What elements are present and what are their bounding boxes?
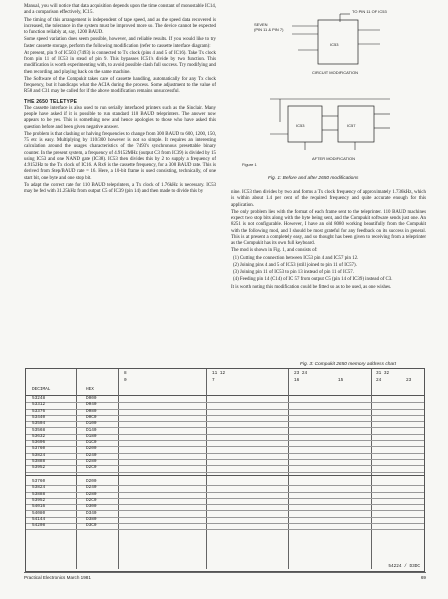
fig-top-label: SEVEN [254, 22, 268, 27]
decimal-cell: 54208 [32, 523, 46, 529]
decimal-cell: 53952 [32, 497, 46, 503]
paragraph: The timing of this arrangement is independent of tape speed, and as the speed data recovered is increased, the tolerance in the system must be improved more so. The device cannot be expected to function reliably at, say, 1200 BAUD. [24, 17, 216, 35]
header-sub-1: 0 [124, 378, 127, 383]
decimal-cell: 53888 [32, 459, 46, 464]
list-item: (2) Joining pins 4 and 5 of IC53 (still joined to pin 11 of IC57). [233, 262, 357, 268]
table-footer: 54224 / D3DC [388, 564, 420, 569]
decimal-cell: 53376 [32, 408, 46, 414]
hex-cell: D2C0 [86, 497, 97, 503]
decimal-cell: 53504 [32, 421, 46, 427]
fig-caption-bottom: AFTER MODIFICATION [312, 156, 356, 161]
decimal-cell: 53760 [32, 479, 46, 484]
decimal-cell: 53248 [32, 396, 46, 401]
paragraph: nine. IC53 then divides by two and forms a Tx clock frequency of approximately 1.736kHz, which is within about 1.4 per cent of the required frequency and quite accurate enough for this application. [231, 190, 426, 208]
right-column [231, 190, 426, 292]
fig-top-sublabel: (PIN 11 & PIN 7) [254, 27, 284, 32]
hex-cell: D040 [86, 402, 97, 408]
hex-cell: D340 [86, 510, 97, 516]
paragraph: The Software of the Compukit takes care of cassette handling, automatically for any Tx clock frequency, but it handicaps what the ACIA during the process. Some adjustment to the value of R58 and C31 may be called for if the above modification remains unsuccessful. [24, 76, 216, 95]
hex-cell: D240 [86, 485, 97, 491]
header-col-2: 11 12 [212, 371, 226, 376]
paragraph: Some speed variation does seem possible, however, and reliable results. If you would like to try faster cassette storage, perform the following modification (refer to cassette interface diagram): [24, 37, 216, 49]
fig-top-right-label: TO PIN 11 OF IC53 [352, 9, 387, 14]
left-paragraphs-2 [24, 106, 216, 196]
list-item: (1) Cutting the connection between IC53 pin 4 and IC57 pin 12. [233, 255, 359, 261]
decimal-cell: 53568 [32, 427, 46, 433]
decimal-cell: 53312 [32, 402, 46, 408]
table-row [26, 523, 424, 530]
table-caption: Fig. 3: Compukit 2650 memory address chart [300, 362, 396, 367]
hex-cell: D200 [86, 479, 97, 484]
table-header [26, 369, 424, 396]
header-col-1: 8 [124, 371, 127, 376]
header-col-3: 23 24 [294, 371, 308, 376]
decimal-cell: 53888 [32, 491, 46, 497]
paragraph: To adapt the correct rate for 110 BAUD teleprinters, a Tx clock of 1.76kHz is necessary. IC53 may be fed with 31.25kHz from output C5 of IC39 (pin 14) and then made to divide this by [24, 182, 216, 194]
left-column [24, 4, 216, 196]
left-paragraphs [24, 4, 216, 96]
paragraph: The problem is that clashing or halving frequencies to change from 300 BAUD to 600, 1200, 150, 75 etc is easy. Multiplying by 110/300 however is not so simple. It requires an interesting calculation around the usages characteristics of the 7493's synchronous presettable binary counter. In the present system, a frequency of 4.9152MHz (output C3 from IC39) is divided by 15 using IC53 and one NAND gate (IC38). IC53 then divides this by 2 to supply a frequency of 4.9152Hz to the Tx clock of IC16. A Rx6 is the cassette frequency, for a 300 BAUD rate. This is derived from Step/BAUD rate = 16. Here, a 10-bit frame is used consisting, technically, of one start bit, one byte and one stop bit. [24, 131, 216, 181]
paragraph: The only problem lies with the format of each frame sent to the teleprinter. 110 BAUD machines expect two stop bits along with the byte being sent, and the Compukit software sends just one. An 8251 is not configurable. However, I have an old 8080 working beautifully from the Compukit with the following mod, and I should be most grateful for any feedback on its success in general. This is at present a completely easy, and so thought has been given to receiving from a teleprinter as the Compukit has its own full keyboard. [231, 209, 426, 246]
hex-cell: D1C0 [86, 440, 97, 446]
right-after-text: It is worth noting this modification could be fitted so as to be used, as one wishes. [231, 284, 392, 290]
memory-table [25, 368, 425, 572]
page-footer [24, 572, 426, 580]
hex-cell: D380 [86, 516, 97, 522]
hex-cell: D000 [86, 396, 97, 401]
list-item: (3) Joining pin 11 of IC53 to pin 13 instead of pin 11 of IC57. [233, 270, 354, 275]
circuit-diagram [240, 4, 420, 174]
right-paragraphs [231, 190, 426, 255]
fig-ic-bottom-right: IC57 [347, 123, 356, 128]
hex-cell: D140 [86, 427, 97, 433]
paragraph: Manual, you will notice that data acquisition depends upon the time constant of monostable IC14, and a comparison effectively, IC15. [24, 4, 216, 16]
header-sub-3: 16 [294, 378, 300, 383]
header-hex: HEX [86, 387, 94, 392]
decimal-cell: 54016 [32, 504, 46, 510]
hex-cell: D0C0 [86, 414, 97, 420]
decimal-cell: 53632 [32, 433, 46, 439]
hex-cell: D080 [86, 408, 97, 414]
page-number: 69 [420, 575, 426, 580]
section-heading: THE 2650 TELETYPE [24, 98, 78, 105]
decimal-cell: 54144 [32, 516, 46, 522]
paragraph: The mod is shown in Fig. 1, and consists of: [231, 248, 318, 254]
hex-cell: D300 [86, 504, 97, 510]
hex-cell: D180 [86, 433, 97, 439]
paragraph: At present, pin 9 of IC503 (7493) is connected to Tx clock (pins 4 and 5 of IC16). Take Tx clock from pin 11 of IC53 in stead of pin 9. This bypasses IC51's divide by two function. This modification is worth experimenting with, to avoid possible clash full success. Try modifying and then recording and playing back on the same machine. [24, 50, 216, 75]
decimal-cell: 53440 [32, 414, 46, 420]
hex-cell: D100 [86, 421, 97, 427]
table-divider [26, 475, 424, 476]
hex-cell: D240 [86, 452, 97, 458]
footer-left: Practical Electronics March 1981 [24, 575, 91, 580]
decimal-cell: 53824 [32, 452, 46, 458]
hex-cell: D280 [86, 459, 97, 464]
decimal-cell: 53696 [32, 440, 46, 446]
decimal-cell: 53952 [32, 465, 46, 471]
header-decimal: DECIMAL [32, 387, 51, 392]
fig-ic-top: IC53 [330, 42, 339, 47]
decimal-cell: 53760 [32, 446, 46, 452]
fig-left-label: Figure 1 [242, 162, 257, 167]
header-sub-2: 7 [212, 378, 215, 383]
mod-steps-list [231, 256, 426, 284]
figure-caption: Fig. 1: Before and after 2650 modifications [268, 176, 359, 181]
table-row [26, 465, 424, 472]
hex-cell: D280 [86, 491, 97, 497]
header-sub-4: 15 [338, 378, 344, 383]
paragraph: The cassette interface is also used to run serially interfaced printers such as the Sinclair. Many people have asked if it is possible to run standard 110 BAUD teleprinters. The answer now appears to be yes. This is something new and hence apologies to those who have asked this question before and been given negative answer. [24, 105, 216, 130]
decimal-cell: 53824 [32, 485, 46, 491]
header-sub-5: 24 [376, 378, 382, 383]
header-sub-6: 23 [406, 378, 412, 383]
fig-caption-top: CIRCUIT MODIFICATION [312, 70, 359, 75]
decimal-cell: 54080 [32, 510, 46, 516]
header-col-4: 31 32 [376, 371, 390, 376]
hex-cell: D3C0 [86, 523, 97, 529]
list-item: (4) Feeding pin 14 (C14) of IC 57 from output C5 (pin 14 of IC39) instead of C3. [233, 277, 393, 283]
circuit-figure [240, 4, 420, 186]
hex-cell: D200 [86, 446, 97, 452]
fig-ic-bottom-left: IC53 [296, 123, 305, 128]
hex-cell: D2C0 [86, 465, 97, 471]
